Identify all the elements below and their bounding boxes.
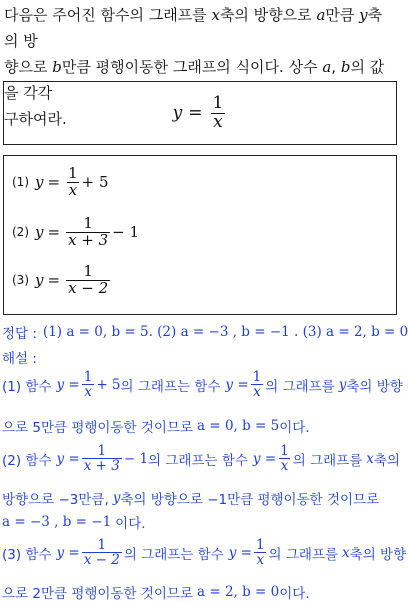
item-1 <box>12 166 109 199</box>
sol-math: y = <box>225 376 249 393</box>
fraction-denominator: x <box>68 180 78 199</box>
sol-text: 축의 방향으로 −1만큼 평행이동한 것이므로 <box>120 492 380 508</box>
equals-sign: = <box>47 271 61 290</box>
fraction-numerator: 1 <box>97 537 107 553</box>
var-b: b <box>52 58 62 76</box>
fraction <box>66 264 110 297</box>
sol-text: 의 그래프는 함수 <box>120 378 221 395</box>
fraction <box>278 444 291 473</box>
explanation-label: 해설 : <box>2 351 37 367</box>
sol-math: a = 2, b = 0 <box>197 584 280 600</box>
func-tail: + 5 <box>81 173 109 192</box>
fraction <box>66 216 110 249</box>
var-y: y <box>338 376 347 393</box>
item-index: (3) <box>12 273 29 288</box>
sol-math: y = <box>228 544 252 561</box>
var-x: x <box>366 450 374 467</box>
func-lhs: y <box>35 223 44 242</box>
sol3-line-1 <box>2 538 406 567</box>
problem-text-part: 만큼 <box>325 6 355 24</box>
sol-text: 으로 5만큼 평행이동한 것이므로 <box>2 420 193 436</box>
sol-math: a = −3 , b = −1 <box>2 514 112 530</box>
answer-text: (1) a = 0, b = 5. (2) a = −3 , b = −1 . (3) a = 2, b = 0 <box>42 324 408 340</box>
item-3 <box>12 264 112 297</box>
sol2-line-3 <box>2 512 146 532</box>
sol-math: y = <box>252 450 277 467</box>
fraction-denominator: x − 2 <box>83 552 120 569</box>
sol-text: 의 그래프를 <box>268 546 339 563</box>
fraction-denominator: x <box>253 384 261 401</box>
fraction-numerator: 1 <box>255 537 265 553</box>
sol-math: y = <box>56 450 80 467</box>
sol3-line-2 <box>2 582 310 602</box>
sol-text: 이다. <box>279 420 310 436</box>
sol-text: 의 그래프를 <box>265 378 335 395</box>
sol1-line-2 <box>2 416 310 436</box>
equals-sign: = <box>47 173 61 192</box>
sol-math: y = <box>56 376 80 393</box>
item-index: (2) <box>12 225 29 240</box>
base-function-box <box>3 81 397 145</box>
sol2-line-1 <box>2 444 400 473</box>
comma: , <box>331 58 337 76</box>
fraction-numerator: 1 <box>83 262 93 280</box>
problem-text-part: 다음은 주어진 함수의 그래프를 <box>4 6 207 24</box>
problem-text-part: 의 값을 각각 <box>4 58 385 102</box>
fraction-numerator: 1 <box>83 369 93 385</box>
sol1-line-1 <box>2 370 403 399</box>
sol-text: 이다. <box>115 516 146 532</box>
problem-text-part: 축의 방 <box>4 6 383 50</box>
fraction-denominator: x <box>84 384 92 401</box>
problem-text-part: 만큼 평행이동한 그래프의 식이다. 상수 <box>61 58 318 76</box>
fraction <box>211 92 226 132</box>
sol-text: 의 그래프는 함수 <box>123 546 224 563</box>
sol-math: y = <box>56 544 80 561</box>
fraction-numerator: 1 <box>212 92 224 113</box>
item-2 <box>12 216 139 249</box>
var-y: y <box>359 6 368 24</box>
sol-text: 으로 2만큼 평행이동한 것이므로 <box>2 586 193 602</box>
sol2-line-2 <box>2 488 379 508</box>
fraction-numerator: 1 <box>97 443 107 459</box>
fraction-denominator: x <box>256 552 265 569</box>
var-x: x <box>342 544 350 561</box>
func-lhs: y <box>35 271 44 290</box>
fraction-numerator: 1 <box>83 214 93 232</box>
var-a: a <box>316 6 326 24</box>
fraction-numerator: 1 <box>68 164 78 182</box>
problem-text-part: 축의 방향으로 <box>219 6 312 24</box>
problem-text-part: 향으로 <box>4 58 48 76</box>
func-tail: − 1 <box>112 223 140 242</box>
sol-text: (2) 함수 <box>2 452 52 469</box>
var-b: b <box>340 58 351 76</box>
sol-text: 의 그래프는 함수 <box>148 452 248 469</box>
fraction-denominator: x + 3 <box>83 458 120 475</box>
sol-text: 축의 방향 <box>346 378 403 395</box>
fraction <box>82 538 122 567</box>
fraction-numerator: 1 <box>280 443 289 459</box>
problem-line-3: 구하여라. <box>4 110 67 128</box>
var-y: y <box>112 490 121 506</box>
sol-text: (3) 함수 <box>2 546 52 563</box>
fraction <box>82 370 95 399</box>
fraction <box>254 538 267 567</box>
sol-text: 축의 방향 <box>349 546 407 563</box>
fraction-denominator: x − 2 <box>68 278 109 297</box>
equals-sign: = <box>47 223 61 242</box>
func-lhs: y <box>172 103 183 123</box>
fraction-denominator: x + 3 <box>68 230 109 249</box>
answer-label: 정답 : <box>2 326 37 342</box>
sol-math: + 5 <box>96 376 121 393</box>
problem-line-1 <box>4 2 396 54</box>
func-lhs: y <box>35 173 44 192</box>
items-box <box>3 155 397 315</box>
var-a: a <box>322 58 332 76</box>
fraction <box>82 444 122 473</box>
answer-line <box>2 322 408 342</box>
sol-math: a = 0, b = 5 <box>197 418 280 434</box>
sol-math: − 1 <box>123 450 149 467</box>
fraction-denominator: x <box>280 458 289 475</box>
sol-text: 방향으로 −3만큼, <box>2 492 109 508</box>
fraction-denominator: x <box>213 111 223 132</box>
fraction-numerator: 1 <box>252 369 262 385</box>
fraction <box>251 370 264 399</box>
sol-text: 이다. <box>279 586 310 602</box>
sol-text: 축의 <box>373 452 400 469</box>
fraction <box>66 166 80 199</box>
item-index: (1) <box>12 175 29 190</box>
var-x: x <box>211 6 220 24</box>
sol-text: (1) 함수 <box>2 378 52 395</box>
sol-text: 의 그래프를 <box>292 452 363 469</box>
equals-sign: = <box>188 103 203 123</box>
